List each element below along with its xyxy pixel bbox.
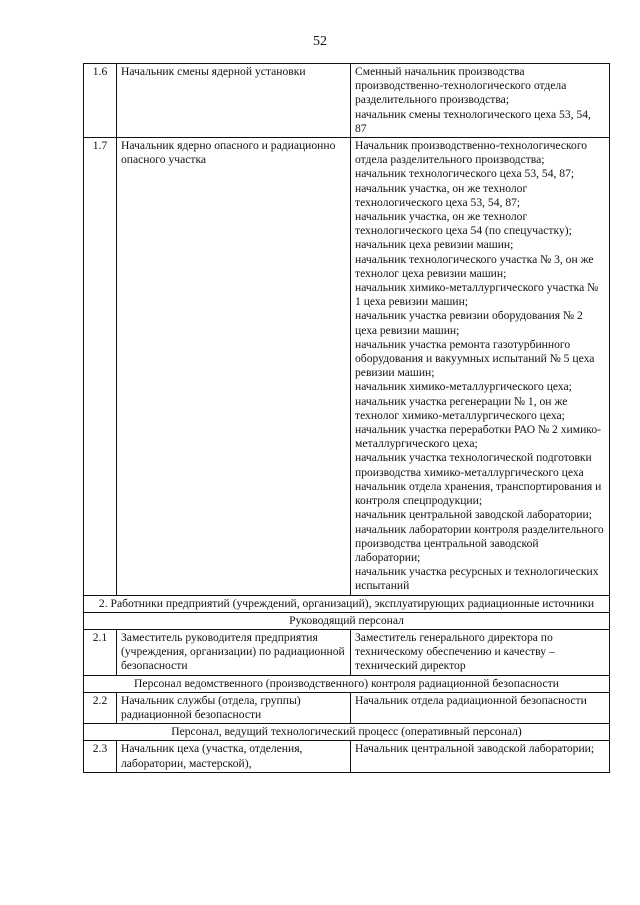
- position-cell: Заместитель руководителя предприятия (учреждения, организации) по радиационной безопасности: [117, 629, 351, 675]
- officials-cell: Сменный начальник производства производственно-технологического отдела разделительного производства; начальник смены технологического цеха 53, 54, 87: [351, 64, 610, 138]
- section-title: 2. Работники предприятий (учреждений, организаций), эксплуатирующих радиационные источники: [84, 595, 610, 612]
- section-row: [84, 595, 610, 612]
- row-number: 1.6: [84, 64, 117, 138]
- row-number: 1.7: [84, 138, 117, 596]
- table-row: [84, 692, 610, 723]
- table-row: [84, 629, 610, 675]
- row-number: 2.3: [84, 741, 117, 772]
- position-cell: Начальник службы (отдела, группы) радиационной безопасности: [117, 692, 351, 723]
- officials-cell: Начальник отдела радиационной безопасности: [351, 692, 610, 723]
- row-number: 2.2: [84, 692, 117, 723]
- row-number: 2.1: [84, 629, 117, 675]
- table-row: [84, 138, 610, 596]
- subsection-title: Персонал ведомственного (производственного) контроля радиационной безопасности: [84, 675, 610, 692]
- table-row: [84, 741, 610, 772]
- page-number: 52: [313, 34, 327, 49]
- subsection-title: Руководящий персонал: [84, 612, 610, 629]
- position-cell: Начальник смены ядерной установки: [117, 64, 351, 138]
- table-row: [84, 64, 610, 138]
- position-cell: Начальник цеха (участка, отделения, лаборатории, мастерской),: [117, 741, 351, 772]
- positions-table: [83, 63, 610, 773]
- subsection-row: [84, 724, 610, 741]
- officials-cell: Заместитель генерального директора по техническому обеспечению и качеству – технический директор: [351, 629, 610, 675]
- officials-cell: Начальник производственно-технологического отдела разделительного производства; начальник технологического цеха 53, 54, 87; начальник участка, он же технолог технологического цеха 53, 54, 87; начальник участка, он же технолог технологического цеха 54 (по спецучастку); начальник цеха ревизии машин; начальник технологического участка № 3, он же технолог цеха ревизии машин; начальник химико-металлургического участка № 1 цеха ревизии машин; начальник участка ревизии оборудования № 2 цеха ревизии машин; начальник участка ремонта газотурбинного оборудования и вакуумных испытаний № 5 цеха ревизии машин; начальник химико-металлургического цеха; начальник участка регенерации № 1, он же технолог химико-металлургического цеха; начальник участка переработки РАО № 2 химико-металлургического цеха; начальник участка технологической подготовки производства химико-металлургического цеха начальник отдела хранения, транспортирования и контроля спецпродукции; начальник центральной заводской лаборатории; начальник лаборатории контроля разделительного производства центральной заводской лаборатории; начальник участка ресурсных и технологических испытаний: [351, 138, 610, 596]
- subsection-row: [84, 612, 610, 629]
- subsection-row: [84, 675, 610, 692]
- officials-cell: Начальник центральной заводской лаборатории;: [351, 741, 610, 772]
- position-cell: Начальник ядерно опасного и радиационно опасного участка: [117, 138, 351, 596]
- subsection-title: Персонал, ведущий технологический процесс (оперативный персонал): [84, 724, 610, 741]
